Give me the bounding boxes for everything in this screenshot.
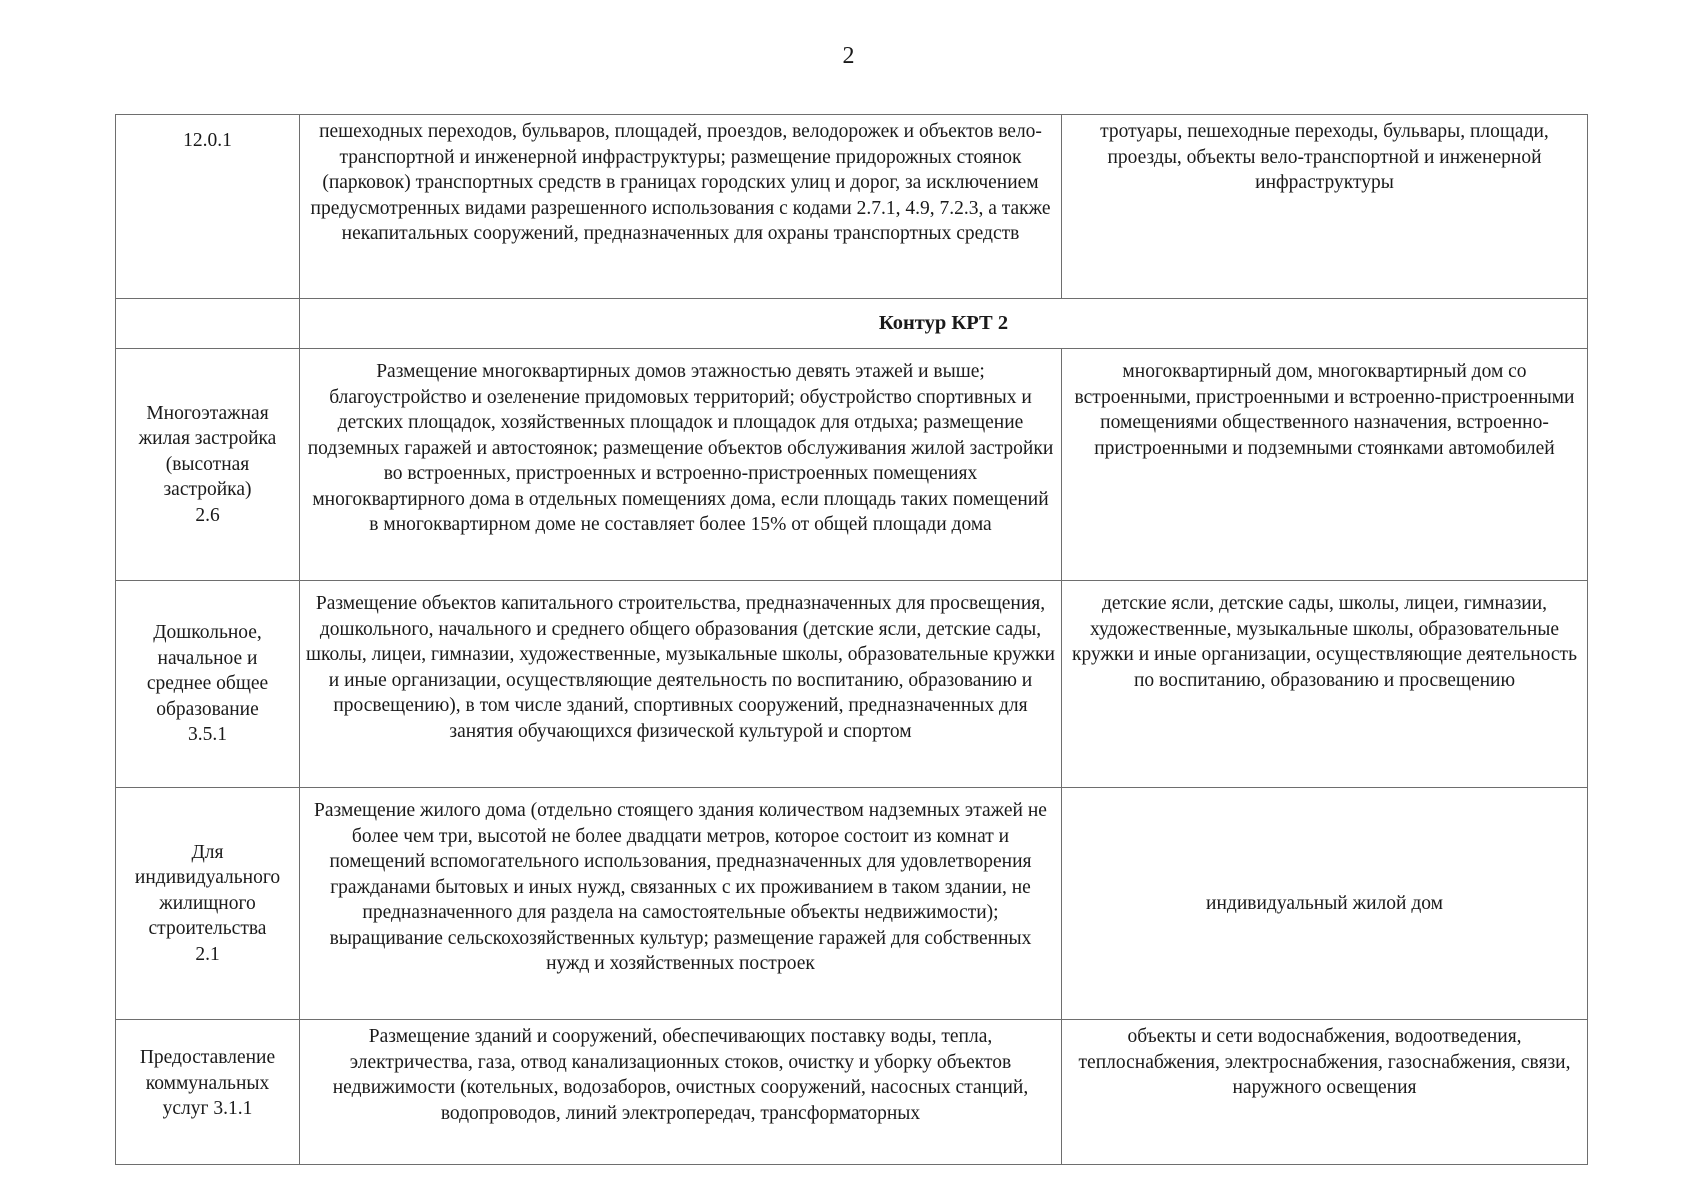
- examples-cell: тротуары, пешеходные переходы, бульвары, площади, проезды, объекты вело-транспортной и инженерной инфраструктуры: [1062, 115, 1588, 299]
- description-cell: Размещение объектов капитального строительства, предназначенных для просвещения, дошкольного, начального и среднего общего образования (детские ясли, детские сады, школы, лицеи, гимназии, художественные, музыкальные школы, образовательные кружки и иные организации, осуществляющие деятельность по воспитанию, образованию и просвещению), в том числе зданий, спортивных сооружений, предназначенных для занятия обучающихся физической культурой и спортом: [300, 581, 1062, 788]
- use-name-line: жилая застройка: [138, 428, 277, 450]
- use-name-line: (высотная: [165, 453, 250, 475]
- table-row: [116, 788, 1588, 1020]
- use-name-line: начальное и: [157, 647, 258, 669]
- use-name-line: Предоставление: [139, 1047, 276, 1068]
- use-code-cell: 12.0.1: [116, 115, 300, 299]
- use-name-cell: [116, 788, 300, 1020]
- use-name-line: Многоэтажная: [146, 402, 269, 424]
- use-code: 2.1: [195, 943, 220, 965]
- use-name-line: коммунальных: [145, 1072, 270, 1094]
- description-cell: пешеходных переходов, бульваров, площадей, проездов, велодорожек и объектов вело-транспортной и инженерной инфраструктуры; размещение придорожных стоянок (парковок) транспортных средств в границах городских улиц и дорог, за исключением предусмотренных видами разрешенного использования с кодами 2.7.1, 4.9, 7.2.3, а также некапитальных сооружений, предназначенных для охраны транспортных средств: [300, 115, 1062, 299]
- use-name-cell: [116, 581, 300, 788]
- use-code: 3.5.1: [188, 724, 227, 746]
- examples-cell: индивидуальный жилой дом: [1062, 788, 1588, 1020]
- section-title: Контур КРТ 2: [300, 299, 1588, 349]
- table-row: [116, 1020, 1588, 1165]
- use-name-line: образование: [156, 698, 259, 720]
- use-name-line: среднее общее: [146, 673, 269, 695]
- description-cell: Размещение многоквартирных домов этажностью девять этажей и выше; благоустройство и озеленение придомовых территорий; обустройство спортивных и детских площадок, хозяйственных площадок и площадок для отдыха; размещение подземных гаражей и автостоянок; размещение объектов обслуживания жилой застройки во встроенных, пристроенных и встроенно-пристроенных помещениях многоквартирного дома в отдельных помещениях дома, если площадь таких помещений в многоквартирном доме не составляет более 15% от общей площади дома: [300, 349, 1062, 581]
- land-use-table: [115, 114, 1588, 1165]
- table-row: [116, 581, 1588, 788]
- examples-cell: многоквартирный дом, многоквартирный дом со встроенными, пристроенными и встроенно-пристроенными помещениями общественного назначения, встроенно-пристроенными и подземными стоянками автомобилей: [1062, 349, 1588, 581]
- use-name-line: Для: [191, 841, 224, 863]
- page-number: 2: [842, 43, 855, 69]
- use-name-line: застройка): [163, 479, 252, 501]
- empty-cell: [116, 299, 300, 349]
- use-code: услуг 3.1.1: [162, 1098, 253, 1119]
- examples-cell: объекты и сети водоснабжения, водоотведения, теплоснабжения, электроснабжения, газоснабжения, связи, наружного освещения: [1062, 1020, 1588, 1165]
- table-row: [116, 115, 1588, 299]
- use-name-line: индивидуального: [134, 867, 281, 889]
- use-name-cell: [116, 349, 300, 581]
- use-code: 2.6: [195, 504, 220, 526]
- use-name-line: Дошкольное,: [153, 622, 262, 644]
- examples-cell: детские ясли, детские сады, школы, лицеи, гимназии, художественные, музыкальные школы, образовательные кружки и иные организации, осуществляющие деятельность по воспитанию, образованию и просвещению: [1062, 581, 1588, 788]
- section-row: [116, 299, 1588, 349]
- description-cell: Размещение зданий и сооружений, обеспечивающих поставку воды, тепла, электричества, газа, отвод канализационных стоков, очистку и уборку объектов недвижимости (котельных, водозаборов, очистных сооружений, насосных станций, водопроводов, линий электропередач, трансформаторных: [300, 1020, 1062, 1165]
- use-name-line: жилищного: [159, 892, 256, 914]
- table-row: [116, 349, 1588, 581]
- description-cell: Размещение жилого дома (отдельно стоящего здания количеством надземных этажей не более чем три, высотой не более двадцати метров, которое состоит из комнат и помещений вспомогательного использования, предназначенных для удовлетворения гражданами бытовых и иных нужд, связанных с их проживанием в таком здании, не предназначенного для раздела на самостоятельные объекты недвижимости); выращивание сельскохозяйственных культур; размещение гаражей для собственных нужд и хозяйственных построек: [300, 788, 1062, 1020]
- use-name-line: строительства: [148, 918, 267, 940]
- use-name-cell: [116, 1020, 300, 1165]
